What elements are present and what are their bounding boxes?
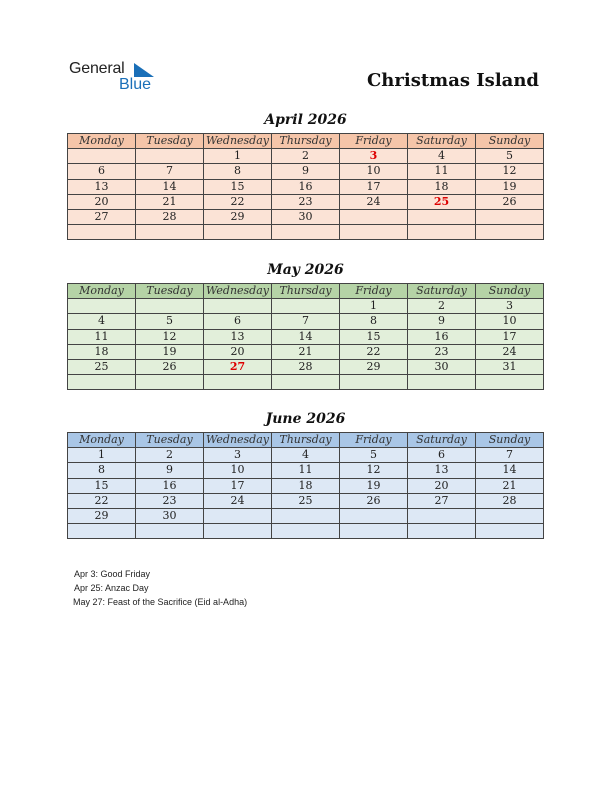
day-cell: 31 [476, 359, 544, 374]
day-cell [136, 524, 204, 539]
day-cell: 7 [272, 314, 340, 329]
day-cell: 4 [272, 448, 340, 463]
day-cell [476, 209, 544, 224]
day-cell: 1 [204, 149, 272, 164]
day-cell: 21 [272, 344, 340, 359]
week-row [68, 149, 544, 164]
week-row [68, 524, 544, 539]
weekday-header: Thursday [272, 284, 340, 299]
day-cell [408, 524, 476, 539]
day-cell: 20 [68, 194, 136, 209]
day-cell: 9 [408, 314, 476, 329]
day-cell: 16 [408, 329, 476, 344]
day-cell: 4 [408, 149, 476, 164]
day-cell: 28 [272, 359, 340, 374]
day-cell [408, 209, 476, 224]
day-cell [204, 299, 272, 314]
day-cell: 28 [136, 209, 204, 224]
day-cell: 3 [204, 448, 272, 463]
weekday-header: Saturday [408, 134, 476, 149]
day-cell: 1 [340, 299, 408, 314]
weekday-header: Monday [68, 134, 136, 149]
holiday-note: May 27: Feast of the Sacrifice (Eid al-Adha) [73, 597, 248, 607]
weekday-header: Monday [68, 284, 136, 299]
day-cell [476, 375, 544, 390]
day-cell: 20 [204, 344, 272, 359]
weekday-header: Monday [68, 433, 136, 448]
logo [69, 60, 169, 96]
weekday-header: Thursday [272, 433, 340, 448]
day-cell: 14 [136, 179, 204, 194]
day-cell: 5 [340, 448, 408, 463]
day-cell: 29 [68, 508, 136, 523]
week-row [68, 209, 544, 224]
day-cell: 3 [476, 299, 544, 314]
weekday-header-row [68, 433, 544, 448]
weekday-header-row [68, 134, 544, 149]
day-cell: 18 [408, 179, 476, 194]
week-row [68, 225, 544, 240]
day-cell: 18 [272, 478, 340, 493]
day-cell: 13 [408, 463, 476, 478]
day-cell [340, 375, 408, 390]
month-title-april: April 2026 [264, 112, 347, 128]
day-cell: 2 [408, 299, 476, 314]
day-cell [340, 225, 408, 240]
day-cell: 23 [272, 194, 340, 209]
weekday-header: Tuesday [136, 284, 204, 299]
day-cell: 18 [68, 344, 136, 359]
day-cell [476, 508, 544, 523]
day-cell: 20 [408, 478, 476, 493]
day-cell: 9 [136, 463, 204, 478]
day-cell: 8 [204, 164, 272, 179]
day-cell [272, 524, 340, 539]
week-row [68, 478, 544, 493]
weekday-header: Tuesday [136, 134, 204, 149]
week-row [68, 164, 544, 179]
day-cell: 15 [204, 179, 272, 194]
logo-triangle-icon [134, 63, 154, 77]
weekday-header: Friday [340, 284, 408, 299]
day-cell: 27 [68, 209, 136, 224]
day-cell [340, 508, 408, 523]
day-cell: 26 [476, 194, 544, 209]
day-cell: 14 [272, 329, 340, 344]
weekday-header: Thursday [272, 134, 340, 149]
day-cell: 23 [408, 344, 476, 359]
day-cell: 17 [476, 329, 544, 344]
day-cell: 24 [476, 344, 544, 359]
day-cell: 6 [204, 314, 272, 329]
day-cell: 29 [340, 359, 408, 374]
day-cell: 19 [136, 344, 204, 359]
week-row [68, 314, 544, 329]
day-cell: 8 [340, 314, 408, 329]
calendar-june [67, 432, 544, 539]
holiday-note: Apr 25: Anzac Day [74, 583, 149, 593]
day-cell: 24 [204, 493, 272, 508]
day-cell: 7 [136, 164, 204, 179]
weekday-header: Sunday [476, 134, 544, 149]
day-cell: 4 [68, 314, 136, 329]
day-cell [476, 524, 544, 539]
holiday-note: Apr 3: Good Friday [74, 569, 151, 579]
day-cell [272, 375, 340, 390]
day-cell: 5 [476, 149, 544, 164]
day-cell [136, 375, 204, 390]
day-cell [408, 225, 476, 240]
day-cell [204, 225, 272, 240]
day-cell: 8 [68, 463, 136, 478]
day-cell: 22 [340, 344, 408, 359]
day-cell: 2 [136, 448, 204, 463]
week-row [68, 179, 544, 194]
day-cell [136, 299, 204, 314]
day-cell: 12 [136, 329, 204, 344]
day-cell: 14 [476, 463, 544, 478]
weekday-header: Sunday [476, 284, 544, 299]
day-cell: 3 [340, 149, 408, 164]
day-cell [136, 225, 204, 240]
day-cell: 17 [340, 179, 408, 194]
weekday-header-row [68, 284, 544, 299]
day-cell: 21 [136, 194, 204, 209]
day-cell [408, 508, 476, 523]
week-row [68, 493, 544, 508]
week-row [68, 329, 544, 344]
calendar-may [67, 283, 544, 390]
day-cell: 27 [204, 359, 272, 374]
weekday-header: Friday [340, 134, 408, 149]
day-cell [204, 524, 272, 539]
weekday-header: Wednesday [204, 134, 272, 149]
day-cell: 11 [408, 164, 476, 179]
day-cell [204, 375, 272, 390]
day-cell: 30 [136, 508, 204, 523]
day-cell: 10 [204, 463, 272, 478]
day-cell: 13 [204, 329, 272, 344]
day-cell: 21 [476, 478, 544, 493]
week-row [68, 375, 544, 390]
week-row [68, 508, 544, 523]
day-cell [476, 225, 544, 240]
day-cell: 11 [68, 329, 136, 344]
day-cell [68, 375, 136, 390]
day-cell: 16 [272, 179, 340, 194]
day-cell [408, 375, 476, 390]
day-cell: 28 [476, 493, 544, 508]
day-cell [340, 209, 408, 224]
calendar-april [67, 133, 544, 240]
day-cell [68, 299, 136, 314]
day-cell: 9 [272, 164, 340, 179]
weekday-header: Saturday [408, 284, 476, 299]
weekday-header: Tuesday [136, 433, 204, 448]
day-cell: 12 [476, 164, 544, 179]
week-row [68, 194, 544, 209]
day-cell: 19 [340, 478, 408, 493]
holiday-notes [74, 567, 247, 609]
week-row [68, 299, 544, 314]
day-cell: 19 [476, 179, 544, 194]
day-cell: 27 [408, 493, 476, 508]
weekday-header: Wednesday [204, 433, 272, 448]
month-title-may: May 2026 [267, 262, 344, 278]
day-cell: 1 [68, 448, 136, 463]
weekday-header: Saturday [408, 433, 476, 448]
day-cell: 16 [136, 478, 204, 493]
logo-blue-text: Blue [119, 76, 152, 93]
day-cell [68, 225, 136, 240]
day-cell: 12 [340, 463, 408, 478]
country-title: Christmas Island [366, 70, 539, 91]
day-cell: 30 [272, 209, 340, 224]
day-cell: 25 [68, 359, 136, 374]
day-cell [272, 299, 340, 314]
day-cell: 10 [476, 314, 544, 329]
weekday-header: Friday [340, 433, 408, 448]
day-cell: 13 [68, 179, 136, 194]
week-row [68, 448, 544, 463]
day-cell: 22 [204, 194, 272, 209]
day-cell: 6 [408, 448, 476, 463]
day-cell: 2 [272, 149, 340, 164]
day-cell: 15 [68, 478, 136, 493]
day-cell: 25 [408, 194, 476, 209]
day-cell: 24 [340, 194, 408, 209]
day-cell: 25 [272, 493, 340, 508]
day-cell: 29 [204, 209, 272, 224]
week-row [68, 344, 544, 359]
day-cell [68, 149, 136, 164]
day-cell: 10 [340, 164, 408, 179]
day-cell [272, 225, 340, 240]
day-cell: 26 [340, 493, 408, 508]
day-cell: 15 [340, 329, 408, 344]
day-cell: 26 [136, 359, 204, 374]
week-row [68, 359, 544, 374]
logo-general-text: General [69, 60, 125, 77]
weekday-header: Sunday [476, 433, 544, 448]
month-title-june: June 2026 [265, 411, 346, 427]
week-row [68, 463, 544, 478]
day-cell: 11 [272, 463, 340, 478]
day-cell [204, 508, 272, 523]
day-cell [136, 149, 204, 164]
day-cell: 6 [68, 164, 136, 179]
day-cell: 17 [204, 478, 272, 493]
day-cell: 23 [136, 493, 204, 508]
day-cell: 30 [408, 359, 476, 374]
day-cell [272, 508, 340, 523]
day-cell [340, 524, 408, 539]
day-cell: 5 [136, 314, 204, 329]
day-cell [68, 524, 136, 539]
weekday-header: Wednesday [204, 284, 272, 299]
day-cell: 7 [476, 448, 544, 463]
day-cell: 22 [68, 493, 136, 508]
